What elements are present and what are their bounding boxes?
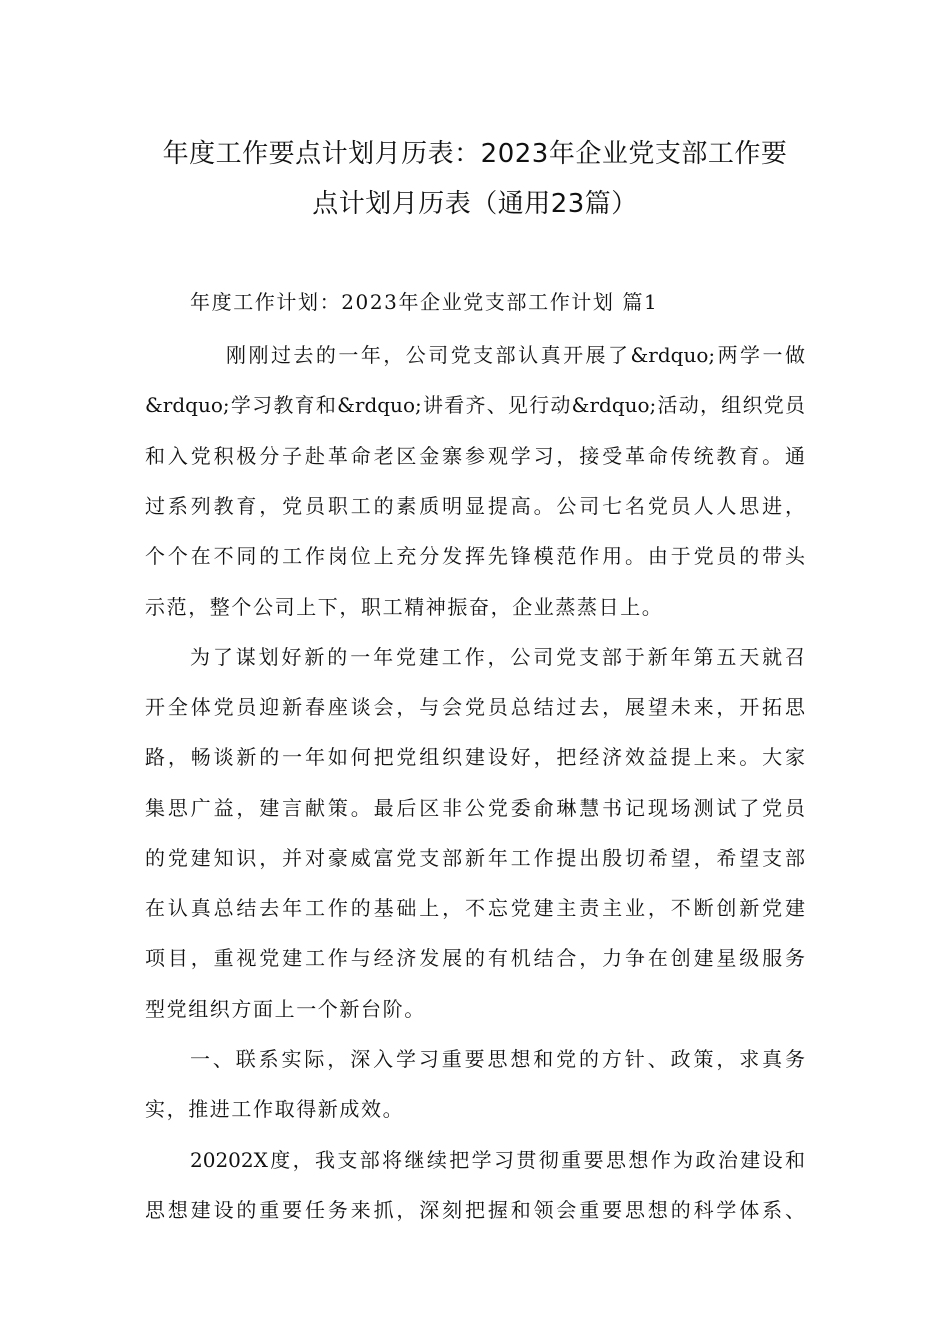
paragraph-line: 项目，重视党建工作与经济发展的有机结合，力争在创建星级服务 xyxy=(145,946,805,970)
paragraph-line: 的党建知识，并对豪威富党支部新年工作提出殷切希望，希望支部 xyxy=(145,846,805,870)
paragraph-line: 开全体党员迎新春座谈会，与会党员总结过去，展望未来，开拓思 xyxy=(145,695,805,719)
section-heading: 年度工作计划：2023年企业党支部工作计划 篇1 xyxy=(190,290,659,314)
paragraph-line: 刚刚过去的一年，公司党支部认真开展了&rdquo;两学一做 xyxy=(226,343,805,367)
paragraph-line: 为了谋划好新的一年党建工作，公司党支部于新年第五天就召 xyxy=(190,645,805,669)
paragraph-line: 个个在不同的工作岗位上充分发挥先锋模范作用。由于党员的带头 xyxy=(145,544,805,568)
paragraph-line: 在认真总结去年工作的基础上，不忘党建主责主业，不断创新党建 xyxy=(145,896,805,920)
paragraph-line: &rdquo;学习教育和&rdquo;讲看齐、见行动&rdquo;活动，组织党员 xyxy=(145,393,805,417)
paragraph-line: 实，推进工作取得新成效。 xyxy=(145,1097,405,1121)
paragraph-line: 思想建设的重要任务来抓，深刻把握和领会重要思想的科学体系、 xyxy=(145,1198,805,1222)
paragraph-line: 和入党积极分子赴革命老区金寨参观学习，接受革命传统教育。通 xyxy=(145,444,805,468)
paragraph-line: 型党组织方面上一个新台阶。 xyxy=(145,997,426,1021)
paragraph-line: 一、联系实际，深入学习重要思想和党的方针、政策，求真务 xyxy=(190,1047,805,1071)
document-title-line-1: 年度工作要点计划月历表：2023年企业党支部工作要 xyxy=(162,139,788,169)
document-title-line-2: 点计划月历表（通用23篇） xyxy=(312,189,638,219)
paragraph-line: 过系列教育，党员职工的素质明显提高。公司七名党员人人思进， xyxy=(145,494,805,518)
paragraph-line: 20202X度，我支部将继续把学习贯彻重要思想作为政治建设和 xyxy=(190,1148,805,1172)
paragraph-line: 示范，整个公司上下，职工精神振奋，企业蒸蒸日上。 xyxy=(145,595,664,619)
paragraph-line: 集思广益，建言献策。最后区非公党委俞琳慧书记现场测试了党员 xyxy=(145,796,805,820)
paragraph-line: 路，畅谈新的一年如何把党组织建设好，把经济效益提上来。大家 xyxy=(145,745,805,769)
